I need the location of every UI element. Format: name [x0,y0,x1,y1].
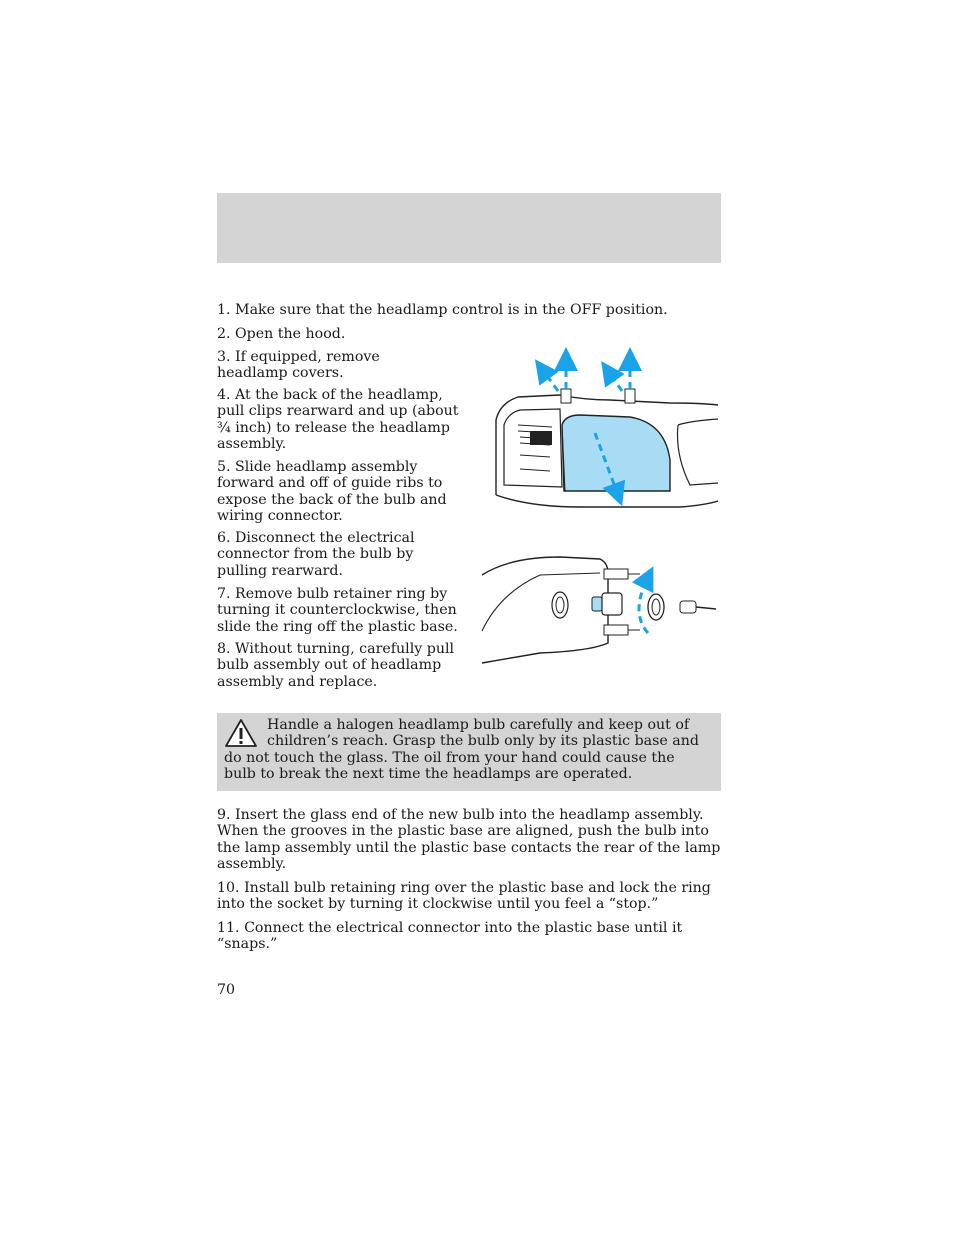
page-number: 70 [217,982,236,998]
headlamp-removal-illustration [490,345,718,513]
warning-text: Handle a halogen headlamp bulb carefully and keep out of children’s reach. Grasp the bulb only by its plastic base and do not touch the glass. The oil from your hand could cause the bulb to break the next time the headlamps are operated. [224,717,699,783]
step-9: 9. Insert the glass end of the new bulb into the headlamp assembly. When the grooves in the plastic base are aligned, push the bulb into the lamp assembly until the plastic base contacts the rear of the lamp assembly. [217,807,721,873]
bulb-replacement-illustration [480,553,718,665]
section-header-band [217,193,721,263]
step-6: 6. Disconnect the electrical connector from the bulb by pulling rearward. [217,530,415,579]
step-7: 7. Remove bulb retainer ring by turning it counterclockwise, then slide the ring off the plastic base. [217,586,458,635]
step-2: 2. Open the hood. [217,326,346,342]
step-1: 1. Make sure that the headlamp control is in the OFF position. [217,302,668,318]
step-8: 8. Without turning, carefully pull bulb assembly out of headlamp assembly and replace. [217,641,455,690]
step-10: 10. Install bulb retaining ring over the plastic base and lock the ring into the socket by turning it clockwise until you feel a “stop.” [217,880,711,913]
step-5: 5. Slide headlamp assembly forward and off of guide ribs to expose the back of the bulb and wiring connector. [217,459,447,525]
step-3: 3. If equipped, remove headlamp covers. [217,349,380,382]
step-4: 4. At the back of the headlamp, pull clips rearward and up (about ¾ inch) to release the headlamp assembly. [217,387,459,453]
step-11: 11. Connect the electrical connector into the plastic base until it “snaps.” [217,920,683,953]
warning-box [217,713,721,791]
